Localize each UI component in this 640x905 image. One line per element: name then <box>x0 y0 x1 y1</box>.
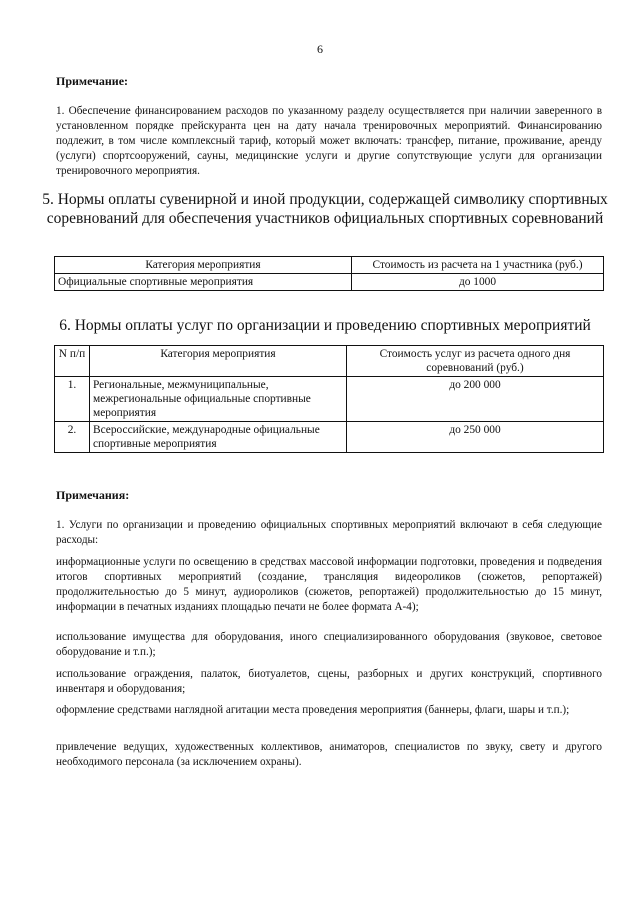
table-cell: 2. <box>55 422 90 453</box>
notes-paragraph: 1. Услуги по организации и проведению официальных спортивных мероприятий включают в себя следующие расходы: <box>56 519 602 546</box>
page-number: 6 <box>317 42 323 56</box>
table-header-row <box>55 257 604 274</box>
notes-paragraph: информационные услуги по освещению в средствах массовой информации подготовки, проведения и подведения итогов спортивных мероприятий (создание, трансляция видеороликов (сюжетов, репортажей) продолжительностью до 5 минут, аудиороликов (сюжетов, репортажей) продолжительностью до 15 минут, информации в печатных изданиях площадью печати не более формата А-4); <box>56 556 602 613</box>
table-cell: 1. <box>55 377 90 422</box>
table-cell: до 200 000 <box>347 377 604 422</box>
table-header-cell: Стоимость услуг из расчета одного дня соревнований (руб.) <box>347 346 604 377</box>
note-paragraph: 1. Обеспечение финансированием расходов по указанному разделу осуществляется при наличии заверенного в установленном порядке прейскуранта цен на дату начала тренировочных мероприятий. Финансированию подлежит, в том числе комплексный тариф, который может включать: трансфер, питание, проживание, аренду (услуги) спортсооружений, сауны, медицинские услуги и другие сопутствующие услуги для организации тренировочного мероприятия. <box>56 105 602 177</box>
section-6-heading: 6. Нормы оплаты услуг по организации и проведению спортивных мероприятий <box>59 317 591 334</box>
table-cell: Всероссийские, международные официальные спортивные мероприятия <box>90 422 347 453</box>
table-header-cell: Категория мероприятия <box>55 257 352 274</box>
notes-paragraph: использование ограждения, палаток, биотуалетов, сцены, разборных и других конструкций, спортивного инвентаря и оборудования; <box>56 668 602 695</box>
table-header-cell: Категория мероприятия <box>90 346 347 377</box>
souvenir-norms-table <box>54 256 604 291</box>
table-row <box>55 422 604 453</box>
table-header-cell: Стоимость из расчета на 1 участника (руб.) <box>352 257 604 274</box>
note-title: Примечание: <box>56 74 129 88</box>
notes-paragraph: использование имущества для оборудования, иного специализированного оборудования (звуковое, световое оборудование и т.п.); <box>56 631 602 658</box>
table-cell: до 250 000 <box>347 422 604 453</box>
table-cell: Региональные, межмуниципальные, межрегиональные официальные спортивные мероприятия <box>90 377 347 422</box>
table-header-cell: N п/п <box>55 346 90 377</box>
notes-paragraph: оформление средствами наглядной агитации места проведения мероприятия (баннеры, флаги, шары и т.п.); <box>56 704 570 716</box>
section-5-heading: 5. Нормы оплаты сувенирной и иной продукции, содержащей символику спортивных соревнований для обеспечения участников официальных спортивных соревнований <box>42 191 608 227</box>
event-services-table <box>54 345 604 453</box>
table-row <box>55 274 604 291</box>
table-row <box>55 377 604 422</box>
table-cell: Официальные спортивные мероприятия <box>55 274 352 291</box>
table-header-row <box>55 346 604 377</box>
notes-title: Примечания: <box>56 488 130 502</box>
table-cell: до 1000 <box>352 274 604 291</box>
notes-paragraph: привлечение ведущих, художественных коллективов, аниматоров, специалистов по звуку, свету и другого необходимого персонала (за исключением охраны). <box>56 741 602 768</box>
